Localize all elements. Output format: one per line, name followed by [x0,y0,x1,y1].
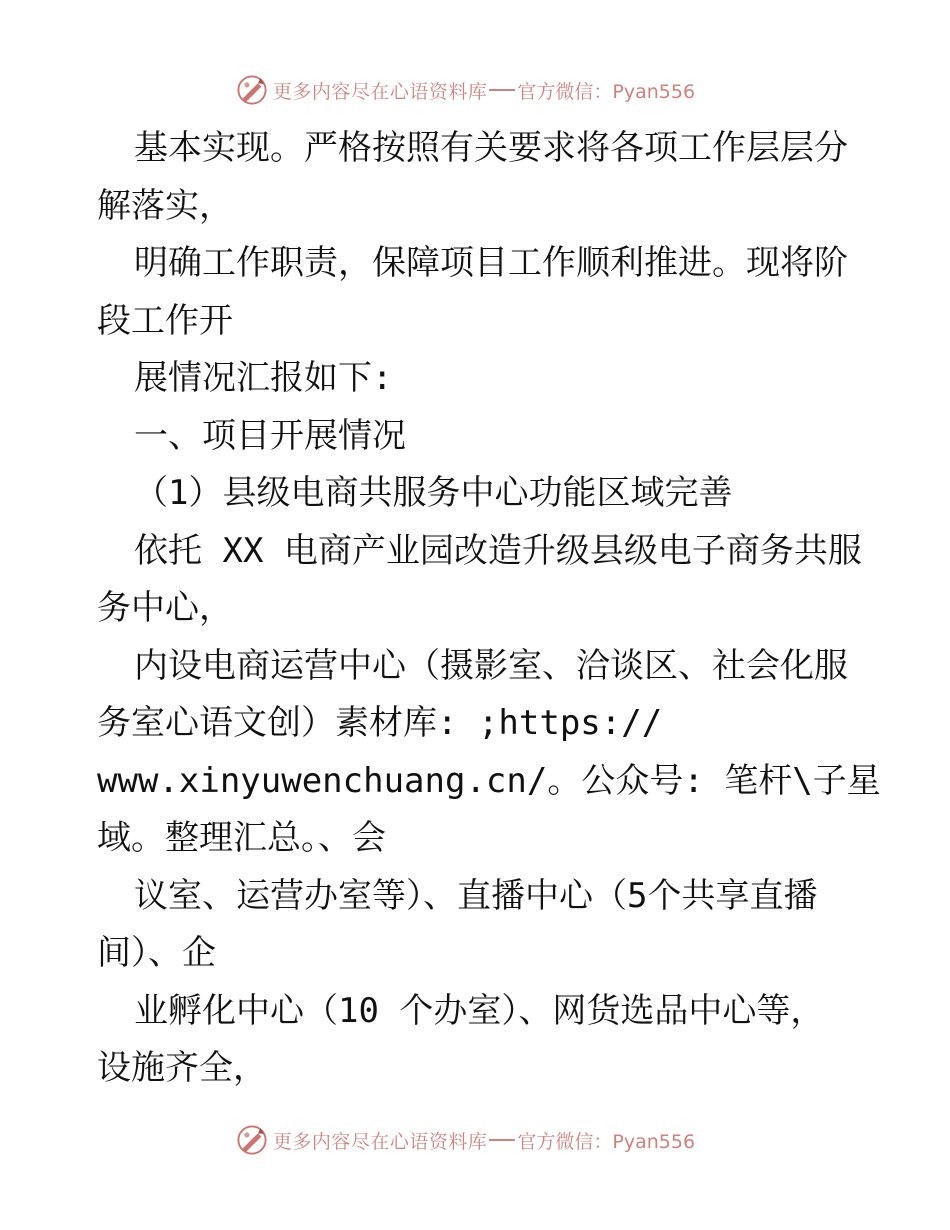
text-line: 一、项目开展情况 [134,415,406,456]
watermark-dash [489,1139,515,1141]
text-line: 依托 XX 电商产业园改造升级县级电子商务共服 [134,530,862,571]
watermark-text: 更多内容尽在心语资料库 [272,1130,488,1153]
text-line: 务室心语文创）素材库: ;https:// [97,703,663,743]
watermark-wechat: 官方微信：Pyan556 [517,80,696,103]
header-watermark [0,72,950,108]
text-line: 解落实， [97,185,233,226]
pen-logo-icon [235,1123,269,1157]
text-line: 段工作开 [97,300,233,341]
text-line: 基本实现。严格按照有关要求将各项工作层层分 [134,128,848,168]
pen-logo-icon [235,73,269,107]
text-line: 设施齐全， [97,1048,267,1088]
text-line: 明确工作职责，保障项目工作顺利推进。现将阶 [134,243,848,283]
text-line: 务中心， [97,588,233,628]
document-body [97,120,881,1098]
footer-watermark [0,1122,950,1158]
text-line: 议室、运营办室等）、直播中心（5个共享直播 [134,875,818,916]
text-line: 内设电商运营中心（摄影室、洽谈区、社会化服 [134,645,848,686]
text-line: 域。整理汇总。、会 [97,818,386,858]
text-line: 业孵化中心（10 个办室）、网货选品中心等， [134,990,825,1031]
text-line: 展情况汇报如下: [134,358,393,398]
watermark-wechat: 官方微信：Pyan556 [517,1130,696,1153]
text-line: （1）县级电商共服务中心功能区域完善 [134,473,733,513]
watermark-text: 更多内容尽在心语资料库 [272,80,488,103]
watermark-dash [489,89,515,91]
text-line: www.xinyuwenchuang.cn/。公众号: 笔杆\子星 [97,760,881,801]
text-line: 间）、企 [97,933,216,973]
